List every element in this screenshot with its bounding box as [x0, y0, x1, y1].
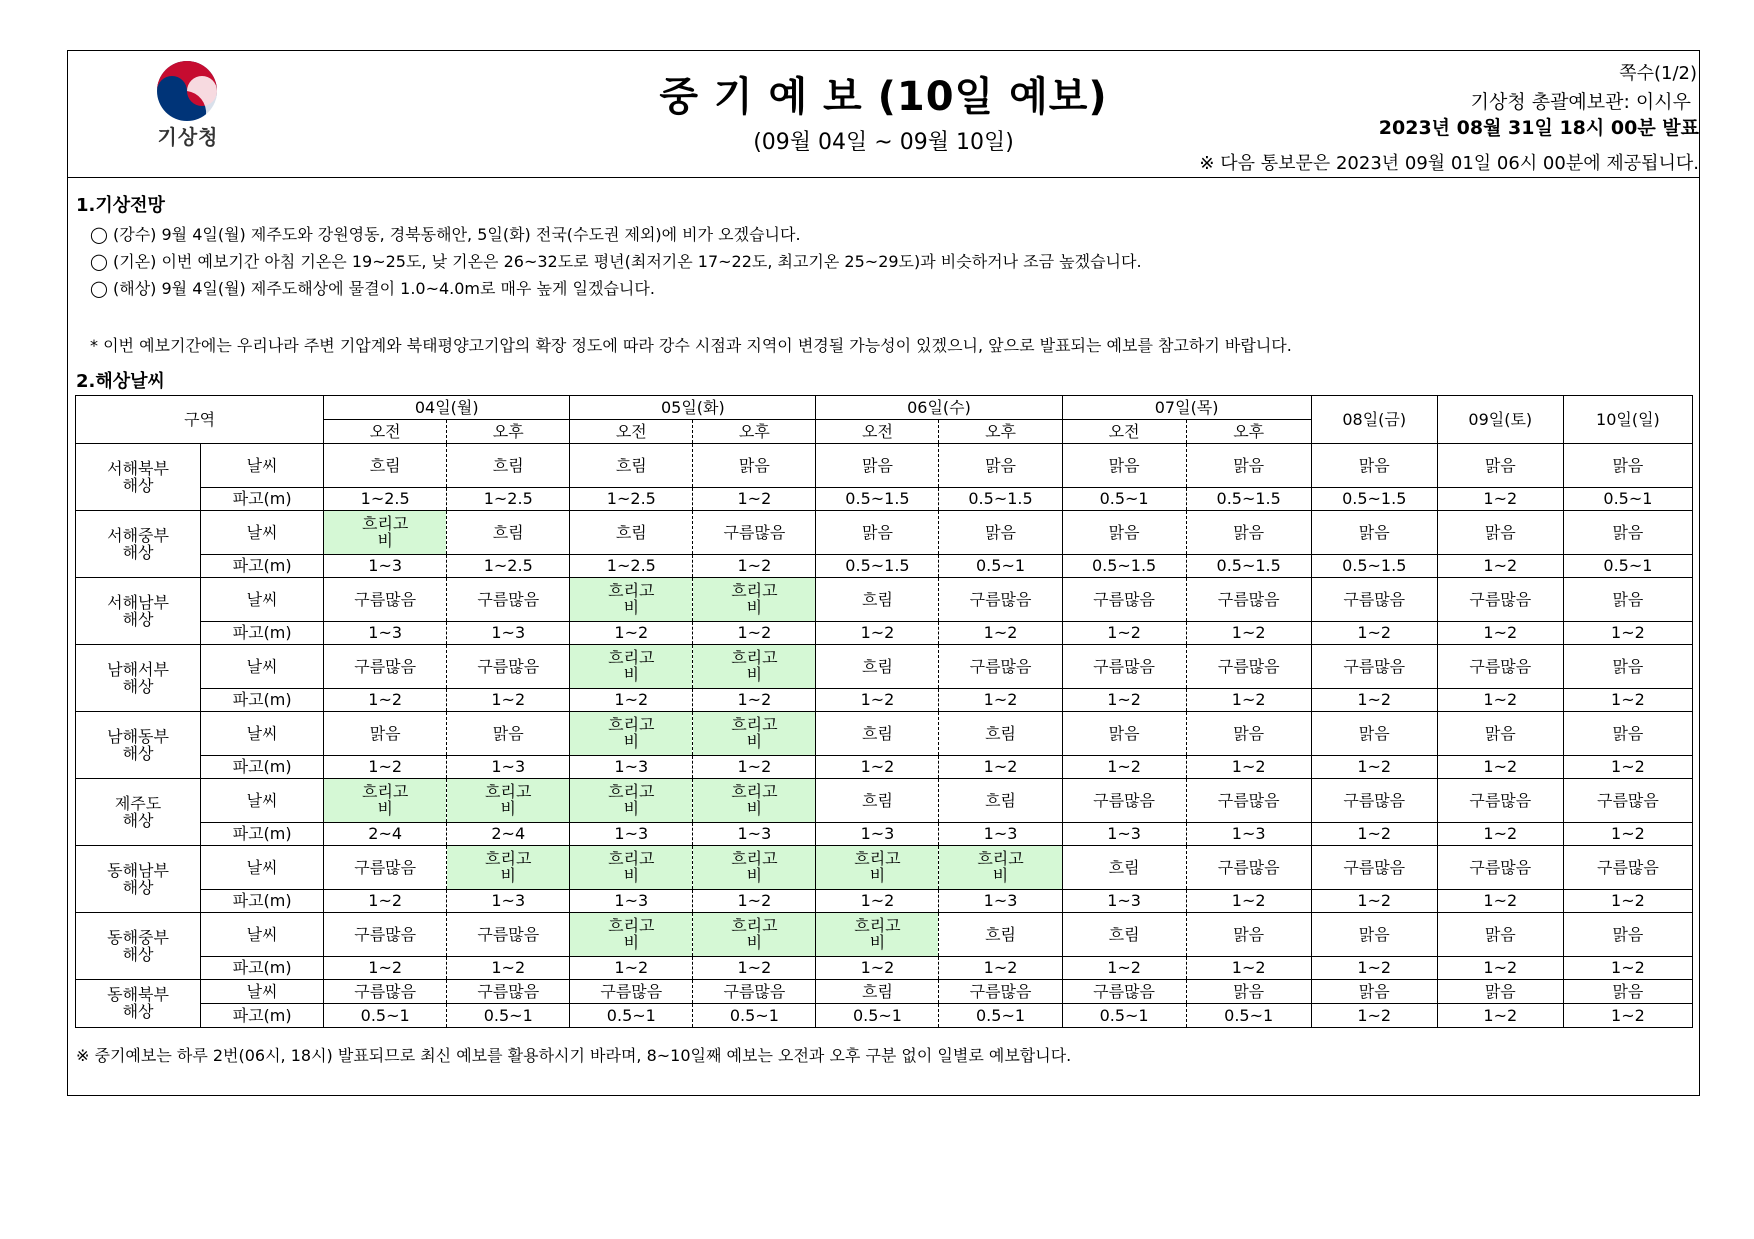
weather-cell: 구름많음 [324, 845, 447, 889]
table-row [76, 912, 1693, 956]
region-name: 동해북부 해상 [76, 979, 201, 1027]
weather-cell: 흐리고 비 [693, 577, 816, 621]
weather-cell: 맑음 [1563, 711, 1692, 755]
wave-cell: 0.5~1 [447, 1003, 570, 1027]
wave-cell: 1~2 [1062, 621, 1186, 644]
weather-cell: 흐림 [816, 979, 939, 1003]
weather-cell: 흐림 [816, 577, 939, 621]
region-name: 서해남부 해상 [76, 577, 201, 644]
weather-cell: 흐리고 비 [693, 912, 816, 956]
weather-cell: 구름많음 [447, 644, 570, 688]
wave-cell: 0.5~1 [693, 1003, 816, 1027]
am-header: 오전 [324, 420, 447, 444]
region-name: 남해동부 해상 [76, 711, 201, 778]
weather-cell: 맑음 [447, 711, 570, 755]
forecaster-name: 기상청 총괄예보관: 이시우 [1470, 91, 1691, 113]
day-header: 08일(금) [1311, 396, 1437, 444]
weather-cell: 맑음 [1311, 912, 1437, 956]
wave-cell: 1~2 [816, 688, 939, 711]
weather-cell: 흐리고 비 [693, 644, 816, 688]
wave-cell: 0.5~1 [1186, 1003, 1311, 1027]
wave-cell: 1~2 [816, 755, 939, 778]
area-header: 구역 [76, 396, 324, 444]
table-row [76, 956, 1693, 979]
wave-cell: 1~2 [1563, 688, 1692, 711]
wave-cell: 1~3 [1062, 822, 1186, 845]
table-row [76, 444, 1693, 488]
weather-cell: 구름많음 [693, 979, 816, 1003]
section-marine-title: 2.해상날씨 [76, 371, 165, 392]
weather-cell: 흐리고 비 [816, 912, 939, 956]
wave-cell: 0.5~1 [570, 1003, 693, 1027]
wave-cell: 1~3 [939, 889, 1062, 912]
outlook-note: * 이번 예보기간에는 우리나라 주변 기압계와 북태평양고기압의 확장 정도에 따라 강수 시점과 지역이 변경될 가능성이 있겠으니, 앞으로 발표되는 예보를 참고하기 바랍니다. [90, 336, 1292, 355]
outlook-marine: ◯ (해상) 9월 4일(월) 제주도해상에 물결이 1.0~4.0m로 매우 높게 일겠습니다. [90, 279, 655, 298]
marine-forecast-table [75, 395, 1693, 1028]
weather-cell: 맑음 [1563, 912, 1692, 956]
weather-cell: 흐림 [447, 444, 570, 488]
weather-label: 날씨 [201, 711, 324, 755]
wave-cell: 0.5~1 [1062, 1003, 1186, 1027]
weather-cell: 맑음 [1437, 711, 1563, 755]
weather-cell: 맑음 [816, 510, 939, 554]
wave-cell: 0.5~1 [324, 1003, 447, 1027]
table-row [76, 510, 1693, 554]
region-name: 남해서부 해상 [76, 644, 201, 711]
wave-cell: 1~2.5 [570, 554, 693, 577]
weather-cell: 구름많음 [1062, 778, 1186, 822]
wave-cell: 1~2 [693, 755, 816, 778]
weather-cell: 맑음 [1186, 912, 1311, 956]
wave-cell: 1~2 [693, 688, 816, 711]
weather-cell: 흐림 [939, 711, 1062, 755]
am-header: 오전 [1062, 420, 1186, 444]
weather-cell: 맑음 [1437, 510, 1563, 554]
weather-cell: 맑음 [1563, 644, 1692, 688]
weather-cell: 구름많음 [447, 577, 570, 621]
table-row [76, 889, 1693, 912]
weather-cell: 흐리고 비 [816, 845, 939, 889]
wave-cell: 1~2 [1563, 621, 1692, 644]
wave-cell: 1~2 [1437, 1003, 1563, 1027]
wave-cell: 1~3 [447, 755, 570, 778]
weather-cell: 구름많음 [1563, 845, 1692, 889]
wave-cell: 1~2 [1563, 1003, 1692, 1027]
footer-note: ※ 중기예보는 하루 2번(06시, 18시) 발표되므로 최신 예보를 활용하시기 바라며, 8~10일째 예보는 오전과 오후 구분 없이 일별로 예보합니다. [76, 1046, 1072, 1065]
wave-cell: 1~2 [447, 956, 570, 979]
issued-time: 2023년 08월 31일 18시 00분 발표 [1378, 117, 1699, 139]
weather-cell: 흐림 [816, 644, 939, 688]
wave-cell: 1~2 [1437, 889, 1563, 912]
weather-cell: 흐리고 비 [324, 510, 447, 554]
weather-cell: 흐리고 비 [324, 778, 447, 822]
weather-cell: 맑음 [1062, 711, 1186, 755]
wave-label: 파고(m) [201, 621, 324, 644]
table-row [76, 822, 1693, 845]
weather-cell: 맑음 [939, 444, 1062, 488]
weather-cell: 흐리고 비 [570, 711, 693, 755]
wave-cell: 1~3 [570, 755, 693, 778]
weather-cell: 맑음 [816, 444, 939, 488]
forecast-period: (09월 04일 ~ 09월 10일) [753, 130, 1014, 155]
weather-cell: 구름많음 [1186, 577, 1311, 621]
wave-cell: 0.5~1 [1563, 554, 1692, 577]
weather-cell: 흐리고 비 [447, 845, 570, 889]
weather-cell: 흐리고 비 [570, 845, 693, 889]
wave-cell: 1~3 [324, 621, 447, 644]
weather-cell: 구름많음 [1311, 577, 1437, 621]
weather-cell: 구름많음 [939, 577, 1062, 621]
weather-cell: 구름많음 [1437, 778, 1563, 822]
wave-cell: 1~2 [1437, 688, 1563, 711]
wave-cell: 0.5~1 [1563, 487, 1692, 510]
weather-cell: 흐리고 비 [693, 845, 816, 889]
am-header: 오전 [570, 420, 693, 444]
day-header: 07일(목) [1062, 396, 1311, 420]
wave-cell: 1~2 [1186, 889, 1311, 912]
wave-cell: 0.5~1.5 [816, 554, 939, 577]
day-header: 05일(화) [570, 396, 816, 420]
wave-cell: 1~2 [1437, 755, 1563, 778]
wave-cell: 1~2.5 [324, 487, 447, 510]
next-notice: ※ 다음 통보문은 2023년 09월 01일 06시 00분에 제공됩니다. [1199, 153, 1699, 174]
wave-cell: 1~2 [324, 755, 447, 778]
weather-cell: 구름많음 [939, 979, 1062, 1003]
day-header: 04일(월) [324, 396, 570, 420]
wave-cell: 0.5~1 [816, 1003, 939, 1027]
weather-cell: 맑음 [693, 444, 816, 488]
weather-cell: 맑음 [1186, 444, 1311, 488]
weather-cell: 흐림 [447, 510, 570, 554]
wave-cell: 1~3 [447, 889, 570, 912]
weather-cell: 구름많음 [570, 979, 693, 1003]
weather-cell: 구름많음 [1186, 845, 1311, 889]
weather-cell: 구름많음 [1437, 845, 1563, 889]
wave-label: 파고(m) [201, 487, 324, 510]
pm-header: 오후 [939, 420, 1062, 444]
wave-cell: 0.5~1.5 [1311, 554, 1437, 577]
weather-cell: 흐리고 비 [570, 644, 693, 688]
weather-cell: 맑음 [1563, 510, 1692, 554]
table-row [76, 979, 1693, 1003]
wave-cell: 1~2 [939, 755, 1062, 778]
wave-cell: 0.5~1.5 [1186, 554, 1311, 577]
wave-cell: 1~2 [1437, 554, 1563, 577]
table-row [76, 845, 1693, 889]
wave-cell: 1~2 [1437, 621, 1563, 644]
weather-cell: 흐리고 비 [570, 778, 693, 822]
region-name: 제주도 해상 [76, 778, 201, 845]
wave-label: 파고(m) [201, 822, 324, 845]
weather-cell: 구름많음 [324, 979, 447, 1003]
wave-cell: 1~3 [570, 822, 693, 845]
region-name: 서해북부 해상 [76, 444, 201, 511]
wave-cell: 1~2 [570, 621, 693, 644]
weather-label: 날씨 [201, 444, 324, 488]
weather-cell: 맑음 [1062, 510, 1186, 554]
wave-cell: 1~2 [1563, 822, 1692, 845]
wave-cell: 1~2 [1563, 755, 1692, 778]
wave-cell: 0.5~1 [939, 1003, 1062, 1027]
wave-cell: 1~2 [1563, 956, 1692, 979]
am-header: 오전 [816, 420, 939, 444]
day-header: 06일(수) [816, 396, 1062, 420]
page-title: 중 기 예 보 (10일 예보) [659, 74, 1108, 120]
weather-cell: 흐리고 비 [570, 577, 693, 621]
table-row [76, 778, 1693, 822]
weather-cell: 흐림 [1062, 912, 1186, 956]
region-name: 동해중부 해상 [76, 912, 201, 979]
wave-cell: 0.5~1 [1062, 487, 1186, 510]
region-name: 서해중부 해상 [76, 510, 201, 577]
weather-cell: 맑음 [939, 510, 1062, 554]
wave-cell: 1~2 [1186, 688, 1311, 711]
outlook-precipitation: ◯ (강수) 9월 4일(월) 제주도와 강원영동, 경북동해안, 5일(화) 전국(수도권 제외)에 비가 오겠습니다. [90, 225, 801, 244]
weather-cell: 구름많음 [1186, 644, 1311, 688]
weather-cell: 구름많음 [1437, 577, 1563, 621]
weather-cell: 맑음 [1311, 711, 1437, 755]
weather-cell: 흐림 [570, 510, 693, 554]
wave-cell: 1~2 [816, 621, 939, 644]
wave-cell: 1~2 [693, 956, 816, 979]
weather-cell: 구름많음 [1311, 778, 1437, 822]
weather-cell: 구름많음 [1062, 644, 1186, 688]
section-outlook-title: 1.기상전망 [76, 195, 165, 216]
wave-cell: 1~3 [1062, 889, 1186, 912]
weather-cell: 맑음 [1563, 444, 1692, 488]
wave-cell: 1~2.5 [570, 487, 693, 510]
weather-cell: 맑음 [1437, 444, 1563, 488]
weather-cell: 맑음 [1186, 711, 1311, 755]
table-row [76, 621, 1693, 644]
wave-cell: 2~4 [447, 822, 570, 845]
wave-cell: 1~2 [693, 487, 816, 510]
weather-cell: 흐리고 비 [447, 778, 570, 822]
weather-label: 날씨 [201, 912, 324, 956]
weather-cell: 구름많음 [1062, 979, 1186, 1003]
wave-cell: 1~2 [1062, 956, 1186, 979]
weather-cell: 구름많음 [1311, 845, 1437, 889]
wave-cell: 1~2 [1311, 956, 1437, 979]
wave-cell: 1~2 [570, 688, 693, 711]
wave-cell: 0.5~1.5 [1186, 487, 1311, 510]
wave-cell: 1~2 [693, 554, 816, 577]
wave-label: 파고(m) [201, 1003, 324, 1027]
weather-cell: 흐림 [816, 778, 939, 822]
weather-cell: 구름많음 [1062, 577, 1186, 621]
wave-cell: 1~2 [1186, 621, 1311, 644]
wave-cell: 1~2 [1437, 487, 1563, 510]
weather-cell: 맑음 [1437, 912, 1563, 956]
wave-cell: 0.5~1.5 [939, 487, 1062, 510]
weather-cell: 구름많음 [324, 577, 447, 621]
weather-cell: 흐리고 비 [693, 778, 816, 822]
weather-cell: 맑음 [324, 711, 447, 755]
day-header: 10일(일) [1563, 396, 1692, 444]
outlook-temperature: ◯ (기온) 이번 예보기간 아침 기온은 19~25도, 낮 기온은 26~32도로 평년(최저기온 17~22도, 최고기온 25~29도)과 비슷하거나 조금 높겠습니다. [90, 252, 1142, 271]
pm-header: 오후 [693, 420, 816, 444]
table-row [76, 487, 1693, 510]
weather-cell: 맑음 [1437, 979, 1563, 1003]
table-row [76, 554, 1693, 577]
weather-cell: 구름많음 [324, 644, 447, 688]
wave-cell: 1~2 [1186, 755, 1311, 778]
wave-cell: 1~2 [1311, 889, 1437, 912]
region-name: 동해남부 해상 [76, 845, 201, 912]
wave-cell: 1~2 [1563, 889, 1692, 912]
weather-label: 날씨 [201, 644, 324, 688]
table-row [76, 711, 1693, 755]
wave-cell: 1~2 [1311, 621, 1437, 644]
wave-label: 파고(m) [201, 956, 324, 979]
weather-cell: 맑음 [1563, 577, 1692, 621]
wave-label: 파고(m) [201, 755, 324, 778]
weather-cell: 흐림 [939, 778, 1062, 822]
pm-header: 오후 [1186, 420, 1311, 444]
weather-cell: 흐리고 비 [693, 711, 816, 755]
table-row [76, 577, 1693, 621]
weather-cell: 구름많음 [939, 644, 1062, 688]
weather-cell: 맑음 [1311, 444, 1437, 488]
table-row [76, 755, 1693, 778]
weather-cell: 흐림 [324, 444, 447, 488]
wave-cell: 1~2 [1062, 688, 1186, 711]
weather-cell: 구름많음 [1437, 644, 1563, 688]
wave-cell: 1~2.5 [447, 554, 570, 577]
table-row [76, 644, 1693, 688]
wave-cell: 1~2 [816, 956, 939, 979]
wave-cell: 1~2 [939, 688, 1062, 711]
weather-cell: 흐림 [816, 711, 939, 755]
wave-cell: 1~2 [1311, 822, 1437, 845]
weather-cell: 흐림 [939, 912, 1062, 956]
wave-label: 파고(m) [201, 688, 324, 711]
wave-cell: 1~2 [816, 889, 939, 912]
wave-cell: 1~2 [1437, 822, 1563, 845]
weather-cell: 흐림 [1062, 845, 1186, 889]
weather-label: 날씨 [201, 577, 324, 621]
wave-cell: 1~2 [324, 956, 447, 979]
day-header: 09일(토) [1437, 396, 1563, 444]
wave-cell: 1~3 [816, 822, 939, 845]
wave-cell: 1~3 [693, 822, 816, 845]
weather-cell: 구름많음 [693, 510, 816, 554]
wave-cell: 1~2 [447, 688, 570, 711]
page-number: 쪽수(1/2) [1619, 63, 1697, 84]
weather-cell: 맑음 [1186, 510, 1311, 554]
wave-cell: 1~2 [1311, 755, 1437, 778]
wave-cell: 1~3 [939, 822, 1062, 845]
wave-cell: 1~2 [693, 889, 816, 912]
wave-cell: 1~2 [324, 889, 447, 912]
wave-cell: 1~3 [324, 554, 447, 577]
weather-cell: 맑음 [1563, 979, 1692, 1003]
logo-text: 기상청 [157, 125, 219, 149]
wave-cell: 1~2 [1062, 755, 1186, 778]
weather-cell: 구름많음 [324, 912, 447, 956]
wave-cell: 0.5~1.5 [816, 487, 939, 510]
wave-cell: 1~2.5 [447, 487, 570, 510]
wave-cell: 0.5~1 [939, 554, 1062, 577]
wave-label: 파고(m) [201, 889, 324, 912]
weather-cell: 구름많음 [1563, 778, 1692, 822]
weather-label: 날씨 [201, 845, 324, 889]
weather-cell: 흐림 [570, 444, 693, 488]
wave-cell: 1~2 [1311, 688, 1437, 711]
wave-cell: 0.5~1.5 [1062, 554, 1186, 577]
weather-label: 날씨 [201, 510, 324, 554]
weather-cell: 구름많음 [1186, 778, 1311, 822]
wave-label: 파고(m) [201, 554, 324, 577]
wave-cell: 0.5~1.5 [1311, 487, 1437, 510]
weather-cell: 맑음 [1062, 444, 1186, 488]
weather-cell: 맑음 [1311, 510, 1437, 554]
wave-cell: 1~2 [324, 688, 447, 711]
weather-label: 날씨 [201, 979, 324, 1003]
wave-cell: 1~2 [939, 621, 1062, 644]
wave-cell: 1~2 [1311, 1003, 1437, 1027]
wave-cell: 1~2 [939, 956, 1062, 979]
weather-cell: 맑음 [1186, 979, 1311, 1003]
weather-cell: 맑음 [1311, 979, 1437, 1003]
table-row [76, 688, 1693, 711]
weather-cell: 구름많음 [447, 979, 570, 1003]
weather-cell: 흐리고 비 [939, 845, 1062, 889]
wave-cell: 1~3 [1186, 822, 1311, 845]
wave-cell: 1~2 [1186, 956, 1311, 979]
wave-cell: 1~2 [570, 956, 693, 979]
pm-header: 오후 [447, 420, 570, 444]
weather-cell: 구름많음 [447, 912, 570, 956]
forecast-document [67, 50, 1700, 1096]
document-header [68, 51, 1699, 178]
weather-label: 날씨 [201, 778, 324, 822]
wave-cell: 1~2 [1437, 956, 1563, 979]
wave-cell: 1~3 [447, 621, 570, 644]
wave-cell: 1~2 [693, 621, 816, 644]
wave-cell: 2~4 [324, 822, 447, 845]
weather-cell: 구름많음 [1311, 644, 1437, 688]
wave-cell: 1~3 [570, 889, 693, 912]
weather-cell: 흐리고 비 [570, 912, 693, 956]
table-row [76, 1003, 1693, 1027]
